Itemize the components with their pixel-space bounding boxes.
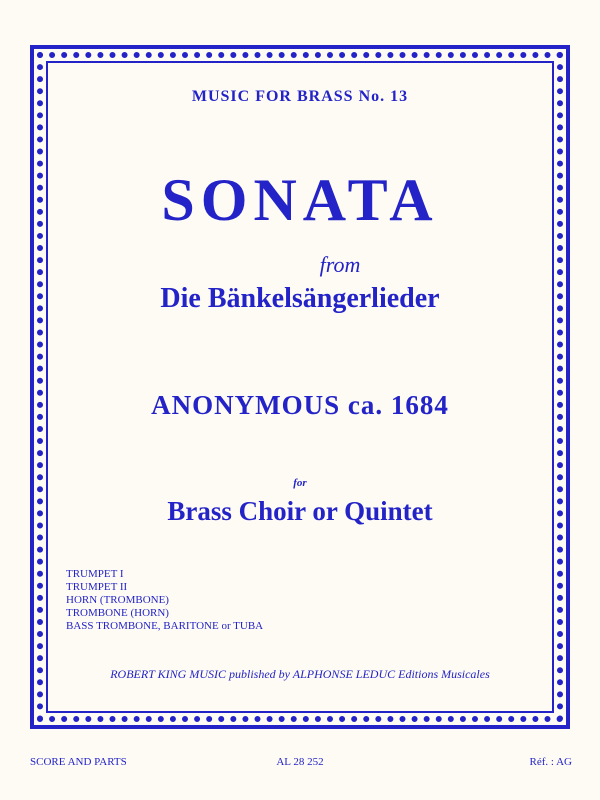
edition-label: SCORE AND PARTS xyxy=(30,756,127,768)
instrument-item: TRUMPET II xyxy=(66,581,128,593)
instrument-item: TROMBONE (HORN) xyxy=(66,607,169,619)
from-label: from xyxy=(319,252,361,277)
catalog-number: AL 28 252 xyxy=(276,756,324,768)
instrument-list xyxy=(66,568,263,633)
publisher-line: ROBERT KING MUSIC published by ALPHONSE LEDUC Editions Musicales xyxy=(110,667,490,681)
work-title: SONATA xyxy=(161,167,439,233)
for-label: for xyxy=(293,477,307,489)
scoring: Brass Choir or Quintet xyxy=(167,496,433,526)
instrument-item: HORN (TROMBONE) xyxy=(66,594,169,606)
work-subtitle: Die Bänkelsängerlieder xyxy=(160,283,440,314)
composer: ANONYMOUS ca. 1684 xyxy=(151,390,449,420)
reference-code: Réf. : AG xyxy=(529,756,572,768)
instrument-item: TRUMPET I xyxy=(66,568,124,580)
instrument-item: BASS TROMBONE, BARITONE or TUBA xyxy=(66,620,264,632)
series-title: MUSIC FOR BRASS No. 13 xyxy=(191,88,409,105)
